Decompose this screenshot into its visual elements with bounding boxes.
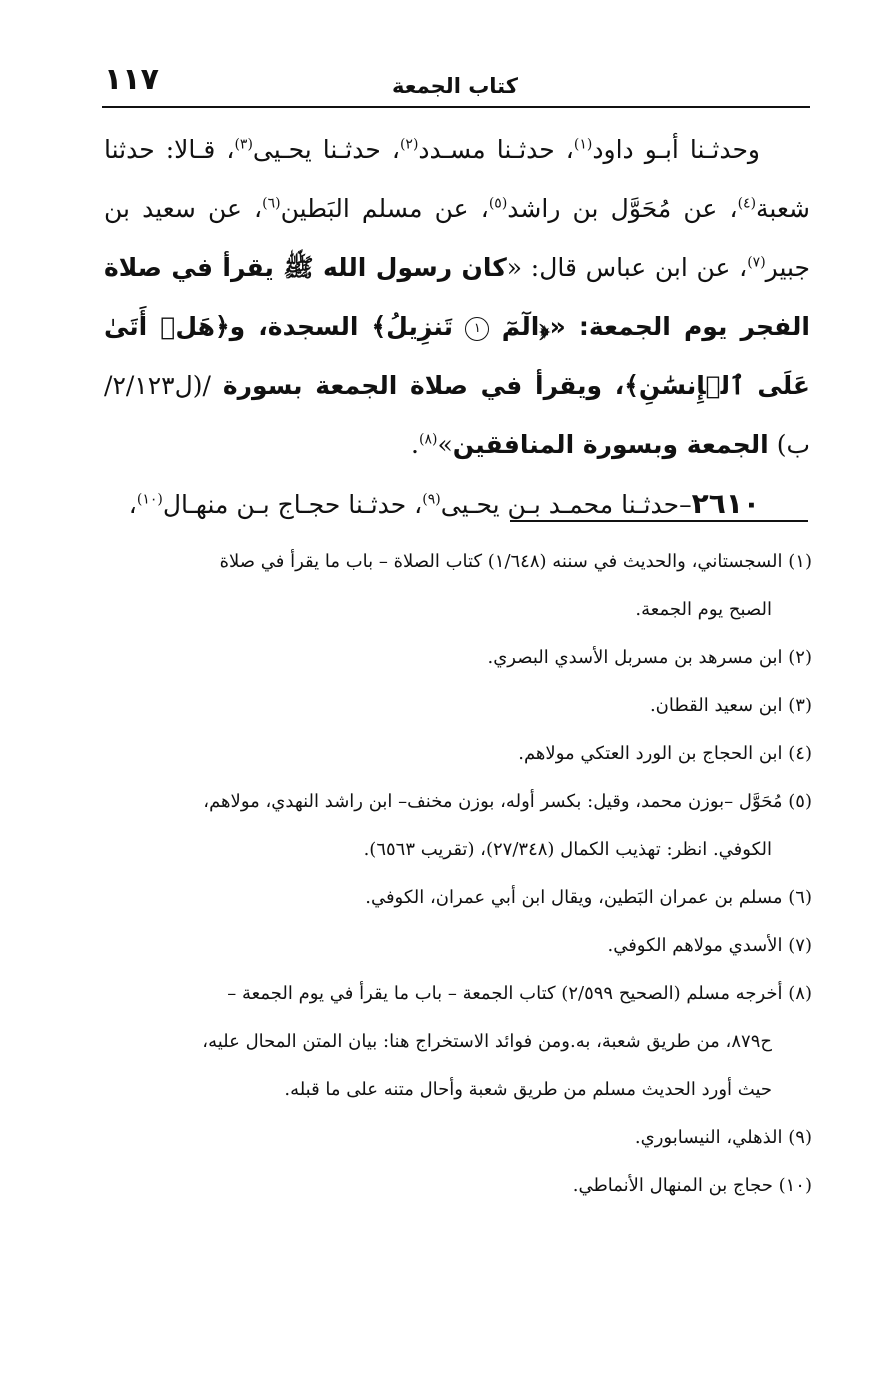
footnote-7 [98, 922, 812, 970]
ayah-number-marker: ١ [465, 317, 489, 341]
footnote-text: مسلم بن عمران البَطين، ويقال ابن أبي عمران، الكوفي. [365, 887, 783, 908]
footnote-9 [98, 1114, 812, 1162]
text-segment: ، عن مُحَوَّل بن راشد [507, 194, 738, 223]
footnote-label: (٤) [788, 743, 812, 764]
hadith-text: كان رسول الله ﷺ يقرأ في صلاة الفجر يوم الجمعة: «﴿الٓمٓ [104, 253, 810, 341]
paragraph-2 [104, 474, 810, 534]
footnote-ref: (٦) [262, 195, 281, 212]
footnote-10 [98, 1162, 812, 1210]
footnotes [98, 538, 812, 1210]
footnote-text: الكوفي. انظر: تهذيب الكمال (٢٧/٣٤٨)، (تقريب ٦٥٦٣). [363, 839, 772, 860]
footnote-label: (١٠) [778, 1175, 812, 1196]
footnote-text: الذهلي، النيسابوري. [634, 1127, 783, 1148]
text-segment: . [411, 430, 419, 459]
text-segment: ، حدثـنا يحـيى [252, 135, 400, 164]
running-head: كتاب الجمعة [392, 74, 518, 98]
footnote-text: حيث أورد الحديث مسلم من طريق شعبة وأحال متنه على ما قبله. [284, 1079, 772, 1100]
footnote-ref: (٢) [399, 136, 419, 153]
footnote-ref: (١٠) [136, 491, 163, 508]
hadith-number: ٢٦١٠ [691, 487, 760, 520]
footnote-2 [98, 634, 812, 682]
footnote-4 [98, 730, 812, 778]
footnote-text: ح٨٧٩، من طريق شعبة، به.ومن فوائد الاستخراج هنا: بيان المتن المحال عليه، [202, 1031, 772, 1052]
hadith-text: تَنزِيلُ﴾ السجدة، و﴿هَلۡ أَتَىٰ عَلَى ٱلۡإِنسَٰنِ﴾، ويقرأ في صلاة الجمعة بسورة [104, 312, 810, 400]
footnote-ref: (٣) [234, 136, 253, 153]
hadith-text: الجمعة وبسورة المنافقين [452, 430, 769, 459]
paragraph-1 [104, 120, 810, 474]
footnote-text: مُحَوَّل –بوزن محمد، وقيل: بكسر أوله، بوزن مخنف– ابن راشد النهدي، مولاهم، [203, 791, 783, 812]
main-text [104, 120, 810, 534]
footnote-ref: (٥) [488, 195, 508, 212]
footnote-label: (٧) [788, 935, 812, 956]
footnote-ref: (٩) [422, 491, 441, 508]
footnote-label: (٢) [788, 647, 812, 668]
text-segment: ، عن ابن عباس قال: « [506, 253, 748, 282]
footnote-1 [98, 538, 812, 634]
footnote-label: (٣) [788, 695, 812, 716]
footnote-6 [98, 874, 812, 922]
footnote-ref: (١) [573, 136, 593, 153]
footnote-ref: (٨) [419, 431, 438, 448]
footnote-label: (٥) [788, 791, 812, 812]
text-segment: ، عن سعيد بن جبير [104, 194, 810, 282]
footnote-label: (٩) [788, 1127, 812, 1148]
footnote-text: حجاج بن المنهال الأنماطي. [572, 1175, 773, 1196]
footnote-text: السجستاني، والحديث في سننه (١/٦٤٨) كتاب الصلاة – باب ما يقرأ في صلاة [219, 551, 783, 572]
text-segment: ، حدثـنا حجـاج بـن منهـال [162, 490, 423, 519]
text-segment: ، قـالا: حدثنا شعبة [104, 135, 810, 223]
footnote-ref: (٤) [737, 195, 757, 212]
text-segment: ، عن مسلم البَطين [280, 194, 489, 223]
footnote-text: ابن الحجاج بن الورد العتكي مولاهم. [518, 743, 783, 764]
header-rule [102, 106, 810, 108]
footnote-label: (٦) [788, 887, 812, 908]
footnote-text: ابن سعيد القطان. [649, 695, 783, 716]
text-segment: ، [128, 490, 137, 519]
text-segment: وحدثـنا أبـو داود [592, 135, 760, 164]
footnote-label: (١) [788, 551, 812, 572]
footnote-separator [510, 520, 808, 522]
manuscript-reference: /(ل٢/١٢٣/ب) [104, 371, 810, 459]
footnote-label: (٨) [788, 983, 812, 1004]
footnote-text: الأسدي مولاهم الكوفي. [607, 935, 783, 956]
footnote-text: الصبح يوم الجمعة. [635, 599, 772, 620]
page-number: ١١٧ [104, 62, 159, 97]
footnote-3 [98, 682, 812, 730]
text-segment: » [437, 430, 453, 459]
footnote-text: أخرجه مسلم (الصحيح ٢/٥٩٩) كتاب الجمعة – باب ما يقرأ في يوم الجمعة – [227, 983, 783, 1004]
footnote-text: ابن مسرهد بن مسربل الأسدي البصري. [487, 647, 783, 668]
footnote-ref: (٧) [747, 254, 766, 271]
text-segment: –حدثـنا محمـد بـن يحـيى [440, 490, 692, 519]
footnote-8 [98, 970, 812, 1114]
footnote-5 [98, 778, 812, 874]
text-segment: ، حدثـنا مسـدد [418, 135, 574, 164]
